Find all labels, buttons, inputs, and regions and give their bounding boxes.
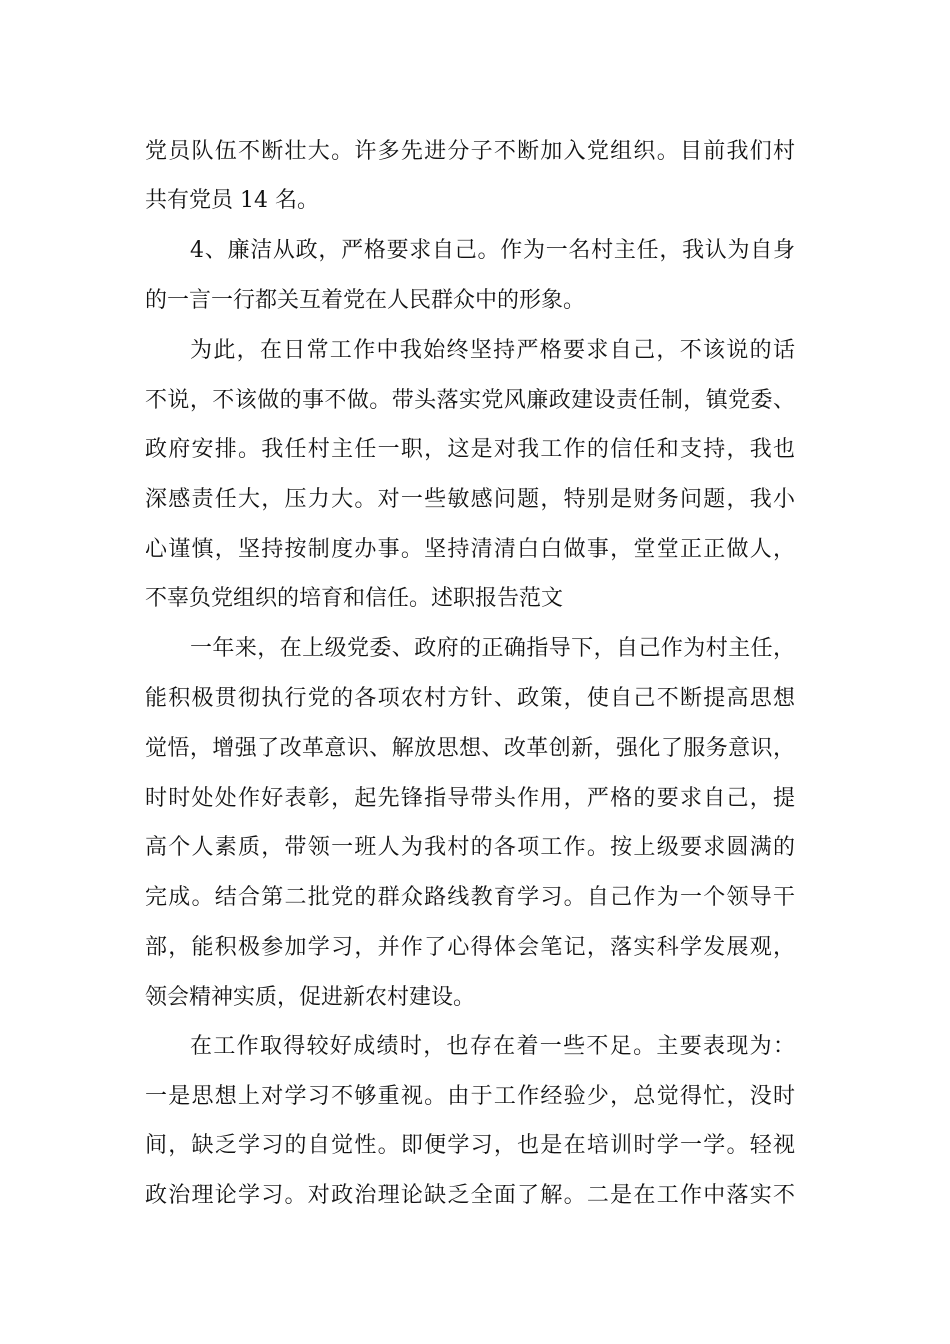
text-line: 政治理论学习。对政治理论缺乏全面了解。二是在工作中落实不	[145, 1183, 795, 1208]
text-line: 间，缺乏学习的自觉性。即便学习，也是在培训时学一学。轻视	[145, 1133, 795, 1158]
text-line: 共有党员 14 名。	[145, 188, 319, 213]
text-line: 高个人素质，带领一班人为我村的各项工作。按上级要求圆满的	[145, 835, 795, 860]
text-line: 不辜负党组织的培育和信任。述职报告范文	[145, 586, 564, 611]
paragraph-first-line: 4、廉洁从政，严格要求自己。作为一名村主任，我认为自身	[190, 238, 795, 263]
text-line: 领会精神实质，促进新农村建设。	[145, 985, 476, 1010]
text-line: 党员队伍不断壮大。许多先进分子不断加入党组织。目前我们村	[145, 139, 795, 164]
text-line: 完成。结合第二批党的群众路线教育学习。自己作为一个领导干	[145, 885, 795, 910]
text-line: 觉悟，增强了改革意识、解放思想、改革创新，强化了服务意识，	[145, 736, 795, 761]
paragraph-first-line: 在工作取得较好成绩时，也存在着一些不足。主要表现为：	[190, 1034, 795, 1059]
text-line: 深感责任大，压力大。对一些敏感问题，特别是财务问题，我小	[145, 487, 795, 512]
text-line: 政府安排。我任村主任一职，这是对我工作的信任和支持，我也	[145, 437, 795, 462]
text-line: 部，能积极参加学习，并作了心得体会笔记，落实科学发展观，	[145, 935, 795, 960]
text-line: 心谨慎，坚持按制度办事。坚持清清白白做事，堂堂正正做人，	[145, 537, 795, 562]
text-line: 时时处处作好表彰，起先锋指导带头作用，严格的要求自己，提	[145, 786, 795, 811]
text-line: 一是思想上对学习不够重视。由于工作经验少，总觉得忙，没时	[145, 1084, 795, 1109]
text-line: 的一言一行都关互着党在人民群众中的形象。	[145, 288, 586, 313]
text-line: 不说，不该做的事不做。带头落实党风廉政建设责任制，镇党委、	[145, 388, 795, 413]
paragraph-first-line: 一年来，在上级党委、政府的正确指导下，自己作为村主任，	[190, 636, 795, 661]
text-line: 能积极贯彻执行党的各项农村方针、政策，使自己不断提高思想	[145, 686, 795, 711]
paragraph-first-line: 为此，在日常工作中我始终坚持严格要求自己，不该说的话	[190, 338, 795, 363]
